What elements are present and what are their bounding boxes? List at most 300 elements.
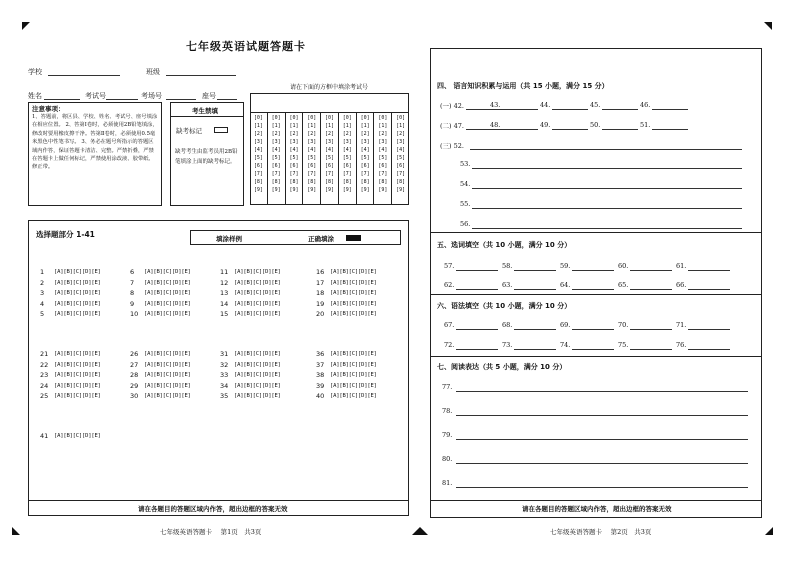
sec4-line-label: 53. bbox=[460, 160, 471, 168]
exam-id-digit-bubble[interactable]: [7] bbox=[289, 171, 299, 177]
sec5-blank-blank[interactable] bbox=[572, 270, 614, 271]
sec4-line-label: 56. bbox=[460, 220, 471, 228]
exam-id-column[interactable] bbox=[303, 112, 321, 205]
sec6-blank-blank[interactable] bbox=[456, 329, 498, 330]
sec6-blank-blank[interactable] bbox=[688, 349, 730, 350]
sec4-answer-line[interactable] bbox=[472, 208, 742, 209]
sec5-blank-label: 62. bbox=[444, 281, 455, 289]
sec4-blank-label: 51. bbox=[640, 121, 651, 129]
exam-id-digit-bubble[interactable]: [6] bbox=[307, 163, 317, 169]
absent-mark-label: 缺考标记 bbox=[176, 127, 202, 135]
sec5-blank-label: 63. bbox=[502, 281, 513, 289]
answer-bubbles[interactable]: [A][B][C][D][E] bbox=[144, 311, 191, 317]
exam-id-digit-bubble[interactable]: [0] bbox=[396, 115, 406, 121]
sec7-line-label: 78. bbox=[442, 407, 453, 415]
exam-id-digit-bubble[interactable]: [2] bbox=[396, 131, 406, 137]
sec4-blank-blank[interactable] bbox=[602, 129, 638, 130]
answer-bubbles[interactable]: [A][B][C][D][E] bbox=[54, 279, 101, 286]
sec6-blank-label: 72. bbox=[444, 341, 455, 349]
exam-id-column[interactable] bbox=[339, 112, 357, 205]
sec4-blank-blank[interactable] bbox=[652, 109, 688, 110]
sec4-line-label: 55. bbox=[460, 200, 471, 208]
exam-id-digit-bubble[interactable]: [6] bbox=[271, 163, 281, 169]
sec4-blank-blank[interactable] bbox=[502, 109, 538, 110]
exam-id-digit-bubble[interactable]: [8] bbox=[396, 179, 406, 185]
question-number: 22 bbox=[40, 360, 49, 369]
answer-bubbles[interactable]: [A][B][C][D][E] bbox=[54, 290, 101, 296]
sec5-blank-blank[interactable] bbox=[514, 289, 556, 290]
answer-bubbles[interactable]: [A][B][C][D][E] bbox=[234, 279, 281, 286]
answer-bubbles[interactable]: [A][B][C][D][E] bbox=[144, 361, 191, 368]
exam-id-digit-bubble[interactable]: [2] bbox=[289, 131, 299, 137]
sec6-blank-blank[interactable] bbox=[514, 329, 556, 330]
question-number: 26 bbox=[130, 350, 139, 358]
sec5-blank-label: 61. bbox=[676, 262, 687, 270]
question-number: 40 bbox=[316, 392, 325, 400]
answer-bubbles[interactable]: [A][B][C][D][E] bbox=[234, 290, 281, 296]
sec6-blank-label: 75. bbox=[618, 341, 629, 349]
sec6-blank-label: 71. bbox=[676, 321, 687, 329]
class-field[interactable] bbox=[166, 75, 236, 76]
left-footer: 七年级英语答题卡 第1页 共3页 bbox=[160, 528, 262, 536]
exam-id-digit-bubble[interactable]: [7] bbox=[360, 171, 370, 177]
exam-id-digit-bubble[interactable]: [3] bbox=[396, 139, 406, 145]
answer-section-right bbox=[430, 48, 762, 518]
sec5-blank-label: 65. bbox=[618, 281, 629, 289]
sec4-blank-blank[interactable] bbox=[552, 129, 588, 130]
sec7-title: 七、阅读表达（共 5 小题，满分 10 分） bbox=[437, 363, 567, 371]
sec4-blank-label: 44. bbox=[540, 101, 551, 109]
answer-bubbles[interactable]: [A][B][C][D][E] bbox=[330, 300, 377, 307]
exam-id-digit-bubble[interactable]: [2] bbox=[360, 131, 370, 137]
exam-id-digit-bubble[interactable]: [0] bbox=[378, 115, 388, 121]
exam-id-digit-bubble[interactable]: [4] bbox=[271, 147, 281, 153]
answer-bubbles[interactable]: [A][B][C][D][E] bbox=[234, 300, 281, 307]
sec5-blank-label: 66. bbox=[676, 281, 687, 289]
exam-id-digit-bubble[interactable]: [1] bbox=[325, 123, 335, 129]
corner-mark-mid-bottom-right bbox=[420, 527, 428, 535]
answer-bubbles[interactable]: [A][B][C][D][E] bbox=[234, 372, 281, 378]
exam-id-digit-bubble[interactable]: [1] bbox=[289, 123, 299, 129]
sec5-blank-blank[interactable] bbox=[456, 289, 498, 290]
answer-bubbles[interactable]: [A][B][C][D][E] bbox=[234, 311, 281, 317]
answer-bubbles[interactable]: [A][B][C][D][E] bbox=[54, 300, 101, 307]
absent-note: 缺考考生由监考员用2B铅笔填涂上面的缺考标记。 bbox=[175, 149, 238, 165]
answer-bubbles[interactable]: [A][B][C][D][E] bbox=[54, 269, 101, 275]
exam-id-digit-bubble[interactable]: [5] bbox=[360, 155, 370, 161]
exam-id-column[interactable] bbox=[392, 112, 409, 205]
sec4-blank-label: (二) 47. bbox=[440, 122, 464, 130]
answer-bubbles[interactable]: [A][B][C][D][E] bbox=[330, 393, 377, 399]
exam-id-digit-bubble[interactable]: [5] bbox=[289, 155, 299, 161]
exam-id-digit-bubble[interactable]: [1] bbox=[396, 123, 406, 129]
sec7-line-label: 77. bbox=[442, 383, 453, 391]
exam-id-digit-bubble[interactable]: [9] bbox=[342, 187, 352, 193]
answer-bubbles[interactable]: [A][B][C][D][E] bbox=[330, 311, 377, 317]
answer-bubbles[interactable]: [A][B][C][D][E] bbox=[330, 279, 377, 286]
sec4-long-blank[interactable] bbox=[470, 149, 742, 150]
exam-id-digit-bubble[interactable]: [2] bbox=[378, 131, 388, 137]
exam-id-digit-bubble[interactable]: [7] bbox=[307, 171, 317, 177]
sec5-blank-label: 60. bbox=[618, 262, 629, 270]
question-number: 9 bbox=[130, 299, 135, 308]
exam-no-label: 考试号 bbox=[85, 92, 106, 100]
corner-mark-top-left bbox=[22, 22, 30, 30]
absent-mark-checkbox[interactable] bbox=[214, 127, 228, 133]
question-number: 18 bbox=[316, 289, 325, 297]
question-number: 11 bbox=[220, 268, 229, 276]
question-number: 14 bbox=[220, 299, 229, 308]
question-number: 29 bbox=[130, 381, 139, 390]
sec5-blank-label: 58. bbox=[502, 262, 513, 270]
question-number: 20 bbox=[316, 310, 325, 318]
exam-id-digit-bubble[interactable]: [6] bbox=[378, 163, 388, 169]
exam-id-digit-bubble[interactable]: [3] bbox=[342, 139, 352, 145]
exam-id-digit-bubble[interactable]: [3] bbox=[271, 139, 281, 145]
sec5-blank-blank[interactable] bbox=[514, 270, 556, 271]
sec6-blank-label: 67. bbox=[444, 321, 455, 329]
sec7-answer-line[interactable] bbox=[456, 415, 748, 416]
sec4-answer-line[interactable] bbox=[472, 168, 742, 169]
question-number: 1 bbox=[40, 268, 45, 276]
sec7-answer-line[interactable] bbox=[456, 439, 748, 440]
sec5-blank-label: 64. bbox=[560, 281, 571, 289]
exam-id-digit-bubble[interactable]: [3] bbox=[360, 139, 370, 145]
class-label: 班级 bbox=[146, 68, 160, 76]
exam-id-digit-bubble[interactable]: [6] bbox=[396, 163, 406, 169]
exam-id-digit-bubble[interactable]: [0] bbox=[360, 115, 370, 121]
question-number: 13 bbox=[220, 289, 229, 297]
exam-id-digit-bubble[interactable]: [8] bbox=[378, 179, 388, 185]
right-footer: 七年级英语答题卡 第2页 共3页 bbox=[550, 528, 652, 536]
sec7-answer-line[interactable] bbox=[456, 487, 748, 488]
exam-id-digit-bubble[interactable]: [3] bbox=[253, 139, 263, 145]
sec6-blank-blank[interactable] bbox=[572, 349, 614, 350]
exam-id-digit-bubble[interactable]: [9] bbox=[325, 187, 335, 193]
exam-id-digit-bubble[interactable]: [5] bbox=[253, 155, 263, 161]
exam-id-digit-bubble[interactable]: [1] bbox=[307, 123, 317, 129]
page-title: 七年级英语试题答题卡 bbox=[186, 40, 306, 53]
sec7-line-label: 81. bbox=[442, 479, 453, 487]
sec4-blank-blank[interactable] bbox=[466, 109, 502, 110]
sec6-blank-blank[interactable] bbox=[630, 329, 672, 330]
exam-id-digit-bubble[interactable]: [5] bbox=[325, 155, 335, 161]
answer-bubbles[interactable]: [A][B][C][D][E] bbox=[330, 351, 377, 357]
exam-id-digit-bubble[interactable]: [2] bbox=[342, 131, 352, 137]
sec7-answer-line[interactable] bbox=[456, 391, 748, 392]
exam-id-digit-bubble[interactable]: [3] bbox=[289, 139, 299, 145]
sec6-blank-label: 70. bbox=[618, 321, 629, 329]
exam-id-digit-bubble[interactable]: [9] bbox=[360, 187, 370, 193]
exam-id-digit-bubble[interactable]: [6] bbox=[342, 163, 352, 169]
exam-id-digit-bubble[interactable]: [2] bbox=[253, 131, 263, 137]
sec4-blank-blank[interactable] bbox=[602, 109, 638, 110]
answer-bubbles[interactable]: [A][B][C][D][E] bbox=[54, 361, 101, 368]
question-number: 15 bbox=[220, 310, 229, 318]
exam-id-digit-bubble[interactable]: [9] bbox=[378, 187, 388, 193]
exam-id-digit-bubble[interactable]: [5] bbox=[342, 155, 352, 161]
sec6-blank-label: 76. bbox=[676, 341, 687, 349]
right-divider-3 bbox=[430, 356, 762, 357]
question-number: 33 bbox=[220, 371, 229, 379]
question-number: 27 bbox=[130, 360, 139, 369]
answer-bubbles[interactable]: [A][B][C][D][E] bbox=[330, 290, 377, 296]
exam-id-digit-bubble[interactable]: [8] bbox=[342, 179, 352, 185]
exam-id-digit-bubble[interactable]: [6] bbox=[325, 163, 335, 169]
question-number: 31 bbox=[220, 350, 229, 358]
question-number: 30 bbox=[130, 392, 139, 400]
room-field[interactable] bbox=[166, 99, 196, 100]
school-field[interactable] bbox=[48, 75, 120, 76]
exam-id-digit-bubble[interactable]: [3] bbox=[325, 139, 335, 145]
answer-bubbles[interactable]: [A][B][C][D][E] bbox=[144, 290, 191, 296]
sec5-blank-blank[interactable] bbox=[630, 289, 672, 290]
sec4-line-label: 54. bbox=[460, 180, 471, 188]
sec5-blank-label: 59. bbox=[560, 262, 571, 270]
exam-id-digit-bubble[interactable]: [4] bbox=[396, 147, 406, 153]
answer-bubbles[interactable]: [A][B][C][D][E] bbox=[234, 269, 281, 275]
sec4-blank-blank[interactable] bbox=[466, 129, 502, 130]
absent-divider bbox=[170, 116, 244, 117]
corner-mark-top-right bbox=[764, 22, 772, 30]
question-number: 24 bbox=[40, 381, 49, 390]
sec4-blank-blank[interactable] bbox=[652, 129, 688, 130]
correct-fill-mark bbox=[346, 235, 361, 241]
answer-bubbles[interactable]: [A][B][C][D][E] bbox=[234, 382, 281, 389]
answer-bubbles[interactable]: [A][B][C][D][E] bbox=[54, 351, 101, 357]
sec5-blank-blank[interactable] bbox=[688, 270, 730, 271]
exam-id-columns[interactable] bbox=[250, 112, 409, 205]
question-number: 36 bbox=[316, 350, 325, 358]
question-number: 34 bbox=[220, 381, 229, 390]
exam-id-digit-bubble[interactable]: [0] bbox=[325, 115, 335, 121]
exam-id-column[interactable] bbox=[357, 112, 375, 205]
exam-id-digit-bubble[interactable]: [4] bbox=[289, 147, 299, 153]
answer-bubbles[interactable]: [A][B][C][D][E] bbox=[144, 279, 191, 286]
exam-id-digit-bubble[interactable]: [4] bbox=[307, 147, 317, 153]
question-number: 19 bbox=[316, 299, 325, 308]
sec6-blank-blank[interactable] bbox=[688, 329, 730, 330]
exam-id-digit-bubble[interactable]: [7] bbox=[396, 171, 406, 177]
exam-id-digit-bubble[interactable]: [7] bbox=[253, 171, 263, 177]
question-number: 17 bbox=[316, 278, 325, 287]
exam-id-digit-bubble[interactable]: [1] bbox=[378, 123, 388, 129]
question-number: 41 bbox=[40, 432, 49, 440]
sec7-line-label: 80. bbox=[442, 455, 453, 463]
exam-id-digit-bubble[interactable]: [0] bbox=[342, 115, 352, 121]
sec7-answer-line[interactable] bbox=[456, 463, 748, 464]
question-number: 10 bbox=[130, 310, 139, 318]
question-number: 39 bbox=[316, 381, 325, 390]
exam-id-digit-bubble[interactable]: [5] bbox=[271, 155, 281, 161]
sec4-answer-line[interactable] bbox=[472, 188, 742, 189]
answer-bubbles[interactable]: [A][B][C][D][E] bbox=[54, 393, 101, 399]
exam-id-digit-bubble[interactable]: [0] bbox=[307, 115, 317, 121]
exam-id-digit-bubble[interactable]: [4] bbox=[342, 147, 352, 153]
exam-id-digit-bubble[interactable]: [5] bbox=[378, 155, 388, 161]
name-field[interactable] bbox=[44, 99, 80, 100]
exam-id-digit-bubble[interactable]: [8] bbox=[253, 179, 263, 185]
exam-id-digit-bubble[interactable]: [0] bbox=[289, 115, 299, 121]
sec6-blank-blank[interactable] bbox=[456, 349, 498, 350]
exam-id-digit-bubble[interactable]: [3] bbox=[378, 139, 388, 145]
sec5-blank-label: 57. bbox=[444, 262, 455, 270]
exam-id-digit-bubble[interactable]: [5] bbox=[396, 155, 406, 161]
question-number: 8 bbox=[130, 289, 135, 297]
mc-section bbox=[28, 220, 409, 516]
absent-title: 考生禁填 bbox=[192, 107, 218, 115]
seat-label: 座号 bbox=[202, 92, 216, 100]
question-number: 23 bbox=[40, 371, 49, 379]
exam-id-digit-bubble[interactable]: [1] bbox=[253, 123, 263, 129]
exam-id-digit-bubble[interactable]: [0] bbox=[271, 115, 281, 121]
exam-id-digit-bubble[interactable]: [9] bbox=[271, 187, 281, 193]
question-number: 21 bbox=[40, 350, 49, 358]
question-number: 16 bbox=[316, 268, 325, 276]
sec4-blank-label: (一) 42. bbox=[440, 102, 464, 110]
sec6-blank-blank[interactable] bbox=[572, 329, 614, 330]
exam-no-field[interactable] bbox=[106, 99, 138, 100]
exam-id-digit-bubble[interactable]: [5] bbox=[307, 155, 317, 161]
sec4-blank-label: 43. bbox=[490, 101, 501, 109]
answer-bubbles[interactable]: [A][B][C][D][E] bbox=[144, 393, 191, 399]
notice-title: 注意事项： bbox=[32, 105, 65, 113]
answer-bubbles[interactable]: [A][B][C][D][E] bbox=[54, 311, 101, 317]
question-number: 5 bbox=[40, 310, 45, 318]
exam-id-digit-bubble[interactable]: [7] bbox=[342, 171, 352, 177]
exam-id-column[interactable] bbox=[374, 112, 392, 205]
exam-id-column[interactable] bbox=[321, 112, 339, 205]
exam-id-digit-bubble[interactable]: [9] bbox=[253, 187, 263, 193]
correct-fill-label: 正确填涂 bbox=[308, 235, 334, 243]
exam-id-digit-bubble[interactable]: [8] bbox=[271, 179, 281, 185]
exam-id-column[interactable] bbox=[268, 112, 286, 205]
answer-bubbles[interactable]: [A][B][C][D][E] bbox=[54, 382, 101, 389]
corner-mark-mid-bottom-left bbox=[412, 527, 420, 535]
exam-id-digit-bubble[interactable]: [4] bbox=[360, 147, 370, 153]
exam-id-digit-bubble[interactable]: [7] bbox=[325, 171, 335, 177]
sec6-blank-label: 73. bbox=[502, 341, 513, 349]
exam-id-digit-bubble[interactable]: [4] bbox=[253, 147, 263, 153]
answer-bubbles[interactable]: [A][B][C][D][E] bbox=[234, 361, 281, 368]
question-number: 37 bbox=[316, 360, 325, 369]
answer-bubbles[interactable]: [A][B][C][D][E] bbox=[234, 393, 281, 399]
exam-id-digit-bubble[interactable]: [8] bbox=[325, 179, 335, 185]
exam-id-digit-bubble[interactable]: [8] bbox=[289, 179, 299, 185]
sec4-blank-label: 50. bbox=[590, 121, 601, 129]
exam-id-digit-bubble[interactable]: [8] bbox=[360, 179, 370, 185]
sec6-blank-label: 74. bbox=[560, 341, 571, 349]
corner-mark-bottom-left bbox=[12, 527, 20, 535]
sec4-title: 四、 语言知识积累与运用（共 15 小题，满分 15 分） bbox=[437, 82, 609, 90]
right-boundary-note: 请在各题目的答题区域内作答，超出边框的答案无效 bbox=[522, 505, 672, 513]
answer-bubbles[interactable]: [A][B][C][D][E] bbox=[330, 269, 377, 275]
exam-id-column[interactable] bbox=[286, 112, 304, 205]
question-number: 28 bbox=[130, 371, 139, 379]
answer-bubbles[interactable]: [A][B][C][D][E] bbox=[144, 269, 191, 275]
exam-id-digit-bubble[interactable]: [7] bbox=[378, 171, 388, 177]
exam-id-digit-bubble[interactable]: [9] bbox=[396, 187, 406, 193]
answer-bubbles[interactable]: [A][B][C][D][E] bbox=[144, 300, 191, 307]
sec4-blank-blank[interactable] bbox=[502, 129, 538, 130]
exam-id-digit-bubble[interactable]: [1] bbox=[360, 123, 370, 129]
answer-bubbles[interactable]: [A][B][C][D][E] bbox=[144, 372, 191, 378]
sec5-blank-blank[interactable] bbox=[572, 289, 614, 290]
question-number: 35 bbox=[220, 392, 229, 400]
answer-bubbles[interactable]: [A][B][C][D][E] bbox=[144, 382, 191, 389]
answer-bubbles[interactable]: [A][B][C][D][E] bbox=[54, 433, 101, 439]
corner-mark-bottom-right bbox=[765, 527, 773, 535]
exam-id-digit-bubble[interactable]: [8] bbox=[307, 179, 317, 185]
question-number: 38 bbox=[316, 371, 325, 379]
exam-id-digit-bubble[interactable]: [2] bbox=[271, 131, 281, 137]
mc-bottom-divider bbox=[28, 500, 409, 501]
sec4-blank-label: 49. bbox=[540, 121, 551, 129]
sec6-blank-label: 69. bbox=[560, 321, 571, 329]
exam-id-digit-bubble[interactable]: [4] bbox=[325, 147, 335, 153]
answer-bubbles[interactable]: [A][B][C][D][E] bbox=[144, 351, 191, 357]
sec5-blank-blank[interactable] bbox=[456, 270, 498, 271]
exam-id-digit-bubble[interactable]: [6] bbox=[253, 163, 263, 169]
exam-id-digit-bubble[interactable]: [2] bbox=[307, 131, 317, 137]
sec6-blank-blank[interactable] bbox=[630, 349, 672, 350]
sec4-blank-label: (三) 52. bbox=[440, 142, 464, 150]
exam-id-digit-bubble[interactable]: [0] bbox=[253, 115, 263, 121]
sec4-answer-line[interactable] bbox=[472, 228, 742, 229]
exam-id-digit-bubble[interactable]: [4] bbox=[378, 147, 388, 153]
exam-id-digit-bubble[interactable]: [3] bbox=[307, 139, 317, 145]
question-number: 2 bbox=[40, 278, 45, 287]
question-number: 32 bbox=[220, 360, 229, 369]
question-number: 6 bbox=[130, 268, 135, 276]
answer-bubbles[interactable]: [A][B][C][D][E] bbox=[54, 372, 101, 378]
sec6-blank-blank[interactable] bbox=[514, 349, 556, 350]
exam-id-digit-bubble[interactable]: [7] bbox=[271, 171, 281, 177]
notice-text: 1、答题前，将区县、学校、姓名、考试号、座号填涂在相应位置。 2、答第Ⅰ卷时，必须使用2B铅笔填涂，修改时要用橡皮擦干净。答第Ⅱ卷时，必须使用0.5毫米黑色中性笔书写。 3、务必在题号所指示的答题区域内作答，保证答题卡清洁、完整。严禁折叠，严禁在答题卡上做任何标记，严禁使用涂改液、胶带纸、修正带。 bbox=[32, 114, 158, 171]
left-boundary-note: 请在各题目的答题区域内作答，超出边框的答案无效 bbox=[138, 505, 288, 513]
sec4-blank-blank[interactable] bbox=[552, 109, 588, 110]
question-number: 7 bbox=[130, 278, 135, 287]
question-number: 25 bbox=[40, 392, 49, 400]
question-number: 4 bbox=[40, 299, 45, 308]
exam-id-digit-bubble[interactable]: [1] bbox=[342, 123, 352, 129]
exam-id-digit-bubble[interactable]: [6] bbox=[360, 163, 370, 169]
exam-id-digit-bubble[interactable]: [2] bbox=[325, 131, 335, 137]
id-instruction: 请在下面的方框中填涂考试号 bbox=[290, 84, 369, 91]
exam-id-column[interactable] bbox=[250, 112, 268, 205]
sec6-title: 六、语法填空（共 10 小题，满分 10 分） bbox=[437, 302, 572, 310]
mc-section-title: 选择题部分 1-41 bbox=[36, 230, 95, 239]
exam-id-digit-bubble[interactable]: [6] bbox=[289, 163, 299, 169]
sec5-blank-blank[interactable] bbox=[630, 270, 672, 271]
sec6-blank-label: 68. bbox=[502, 321, 513, 329]
answer-bubbles[interactable]: [A][B][C][D][E] bbox=[330, 372, 377, 378]
exam-id-digit-bubble[interactable]: [9] bbox=[307, 187, 317, 193]
exam-id-digit-bubble[interactable]: [9] bbox=[289, 187, 299, 193]
sec4-blank-label: 48. bbox=[490, 121, 501, 129]
fill-example-label: 填涂样例 bbox=[216, 235, 242, 243]
answer-bubbles[interactable]: [A][B][C][D][E] bbox=[234, 351, 281, 357]
answer-bubbles[interactable]: [A][B][C][D][E] bbox=[330, 382, 377, 389]
right-bottom-divider bbox=[430, 500, 762, 501]
question-number: 3 bbox=[40, 289, 45, 297]
school-label: 学校 bbox=[28, 68, 42, 76]
sec5-blank-blank[interactable] bbox=[688, 289, 730, 290]
answer-bubbles[interactable]: [A][B][C][D][E] bbox=[330, 361, 377, 368]
exam-id-digit-bubble[interactable]: [1] bbox=[271, 123, 281, 129]
seat-field[interactable] bbox=[217, 99, 237, 100]
right-divider-2 bbox=[430, 294, 762, 295]
